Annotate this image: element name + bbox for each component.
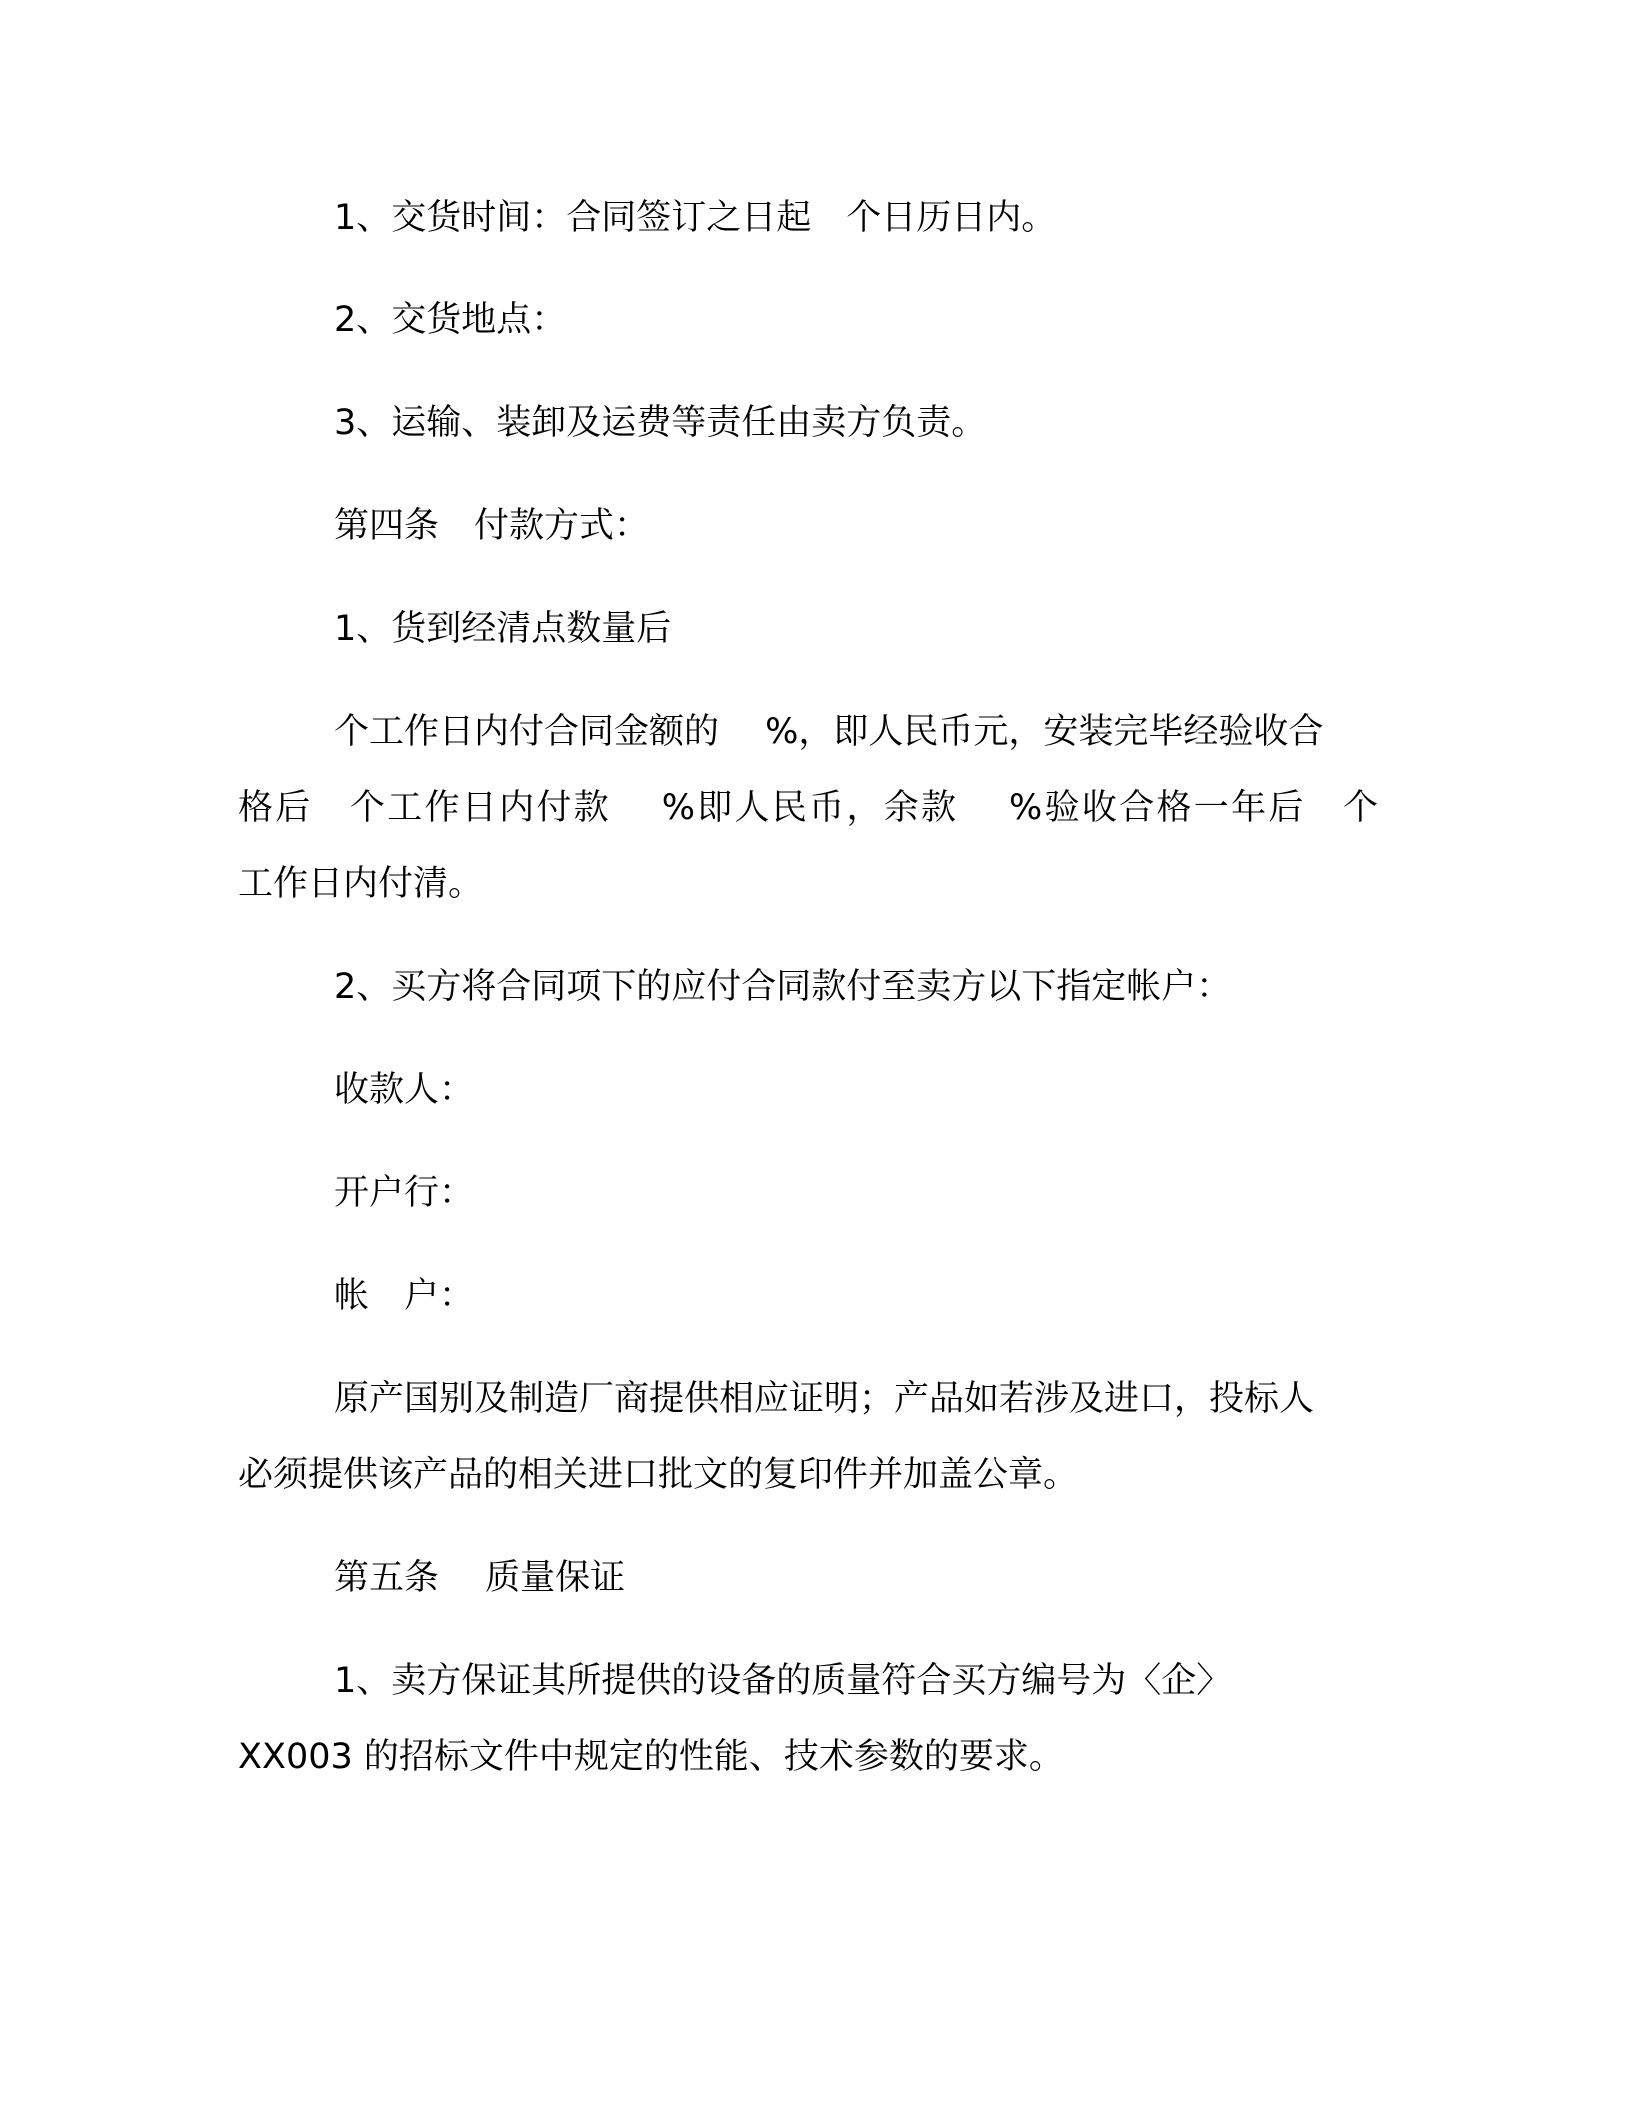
account-label: 帐 户： — [334, 1276, 475, 1316]
payment-terms-line-1: 个工作日内付合同金额的 %，即人民币元，安装完毕经验收合 — [334, 712, 1324, 752]
delivery-location-line: 2、交货地点： — [334, 300, 567, 340]
payment-terms-line-3: 工作日内付清。 — [238, 864, 484, 904]
origin-certificate-line-2: 必须提供该产品的相关进口批文的复印件并加盖公章。 — [238, 1455, 1079, 1495]
payee-label: 收款人： — [334, 1070, 475, 1110]
quality-guarantee-line-2: XX003 的招标文件中规定的性能、技术参数的要求。 — [238, 1737, 1064, 1777]
origin-certificate-line-1: 原产国别及制造厂商提供相应证明；产品如若涉及进口，投标人 — [334, 1379, 1315, 1419]
quality-guarantee-line-1: 1、卖方保证其所提供的设备的质量符合买方编号为〈企〉 — [334, 1661, 1232, 1701]
payment-terms-line-2: 格后 个工作日内付款 %即人民币，余款 %验收合格一年后 个 — [238, 788, 1378, 828]
article-four-heading: 第四条 付款方式： — [334, 506, 650, 546]
payment-item-one-line: 1、货到经清点数量后 — [334, 609, 672, 649]
payment-account-line: 2、买方将合同项下的应付合同款付至卖方以下指定帐户： — [334, 967, 1232, 1007]
transport-responsibility-line: 3、运输、装卸及运费等责任由卖方负责。 — [334, 403, 987, 443]
bank-label: 开户行： — [334, 1173, 475, 1213]
delivery-time-line: 1、交货时间：合同签订之日起 个日历日内。 — [334, 198, 1057, 238]
article-five-heading: 第五条 质量保证 — [334, 1558, 626, 1598]
